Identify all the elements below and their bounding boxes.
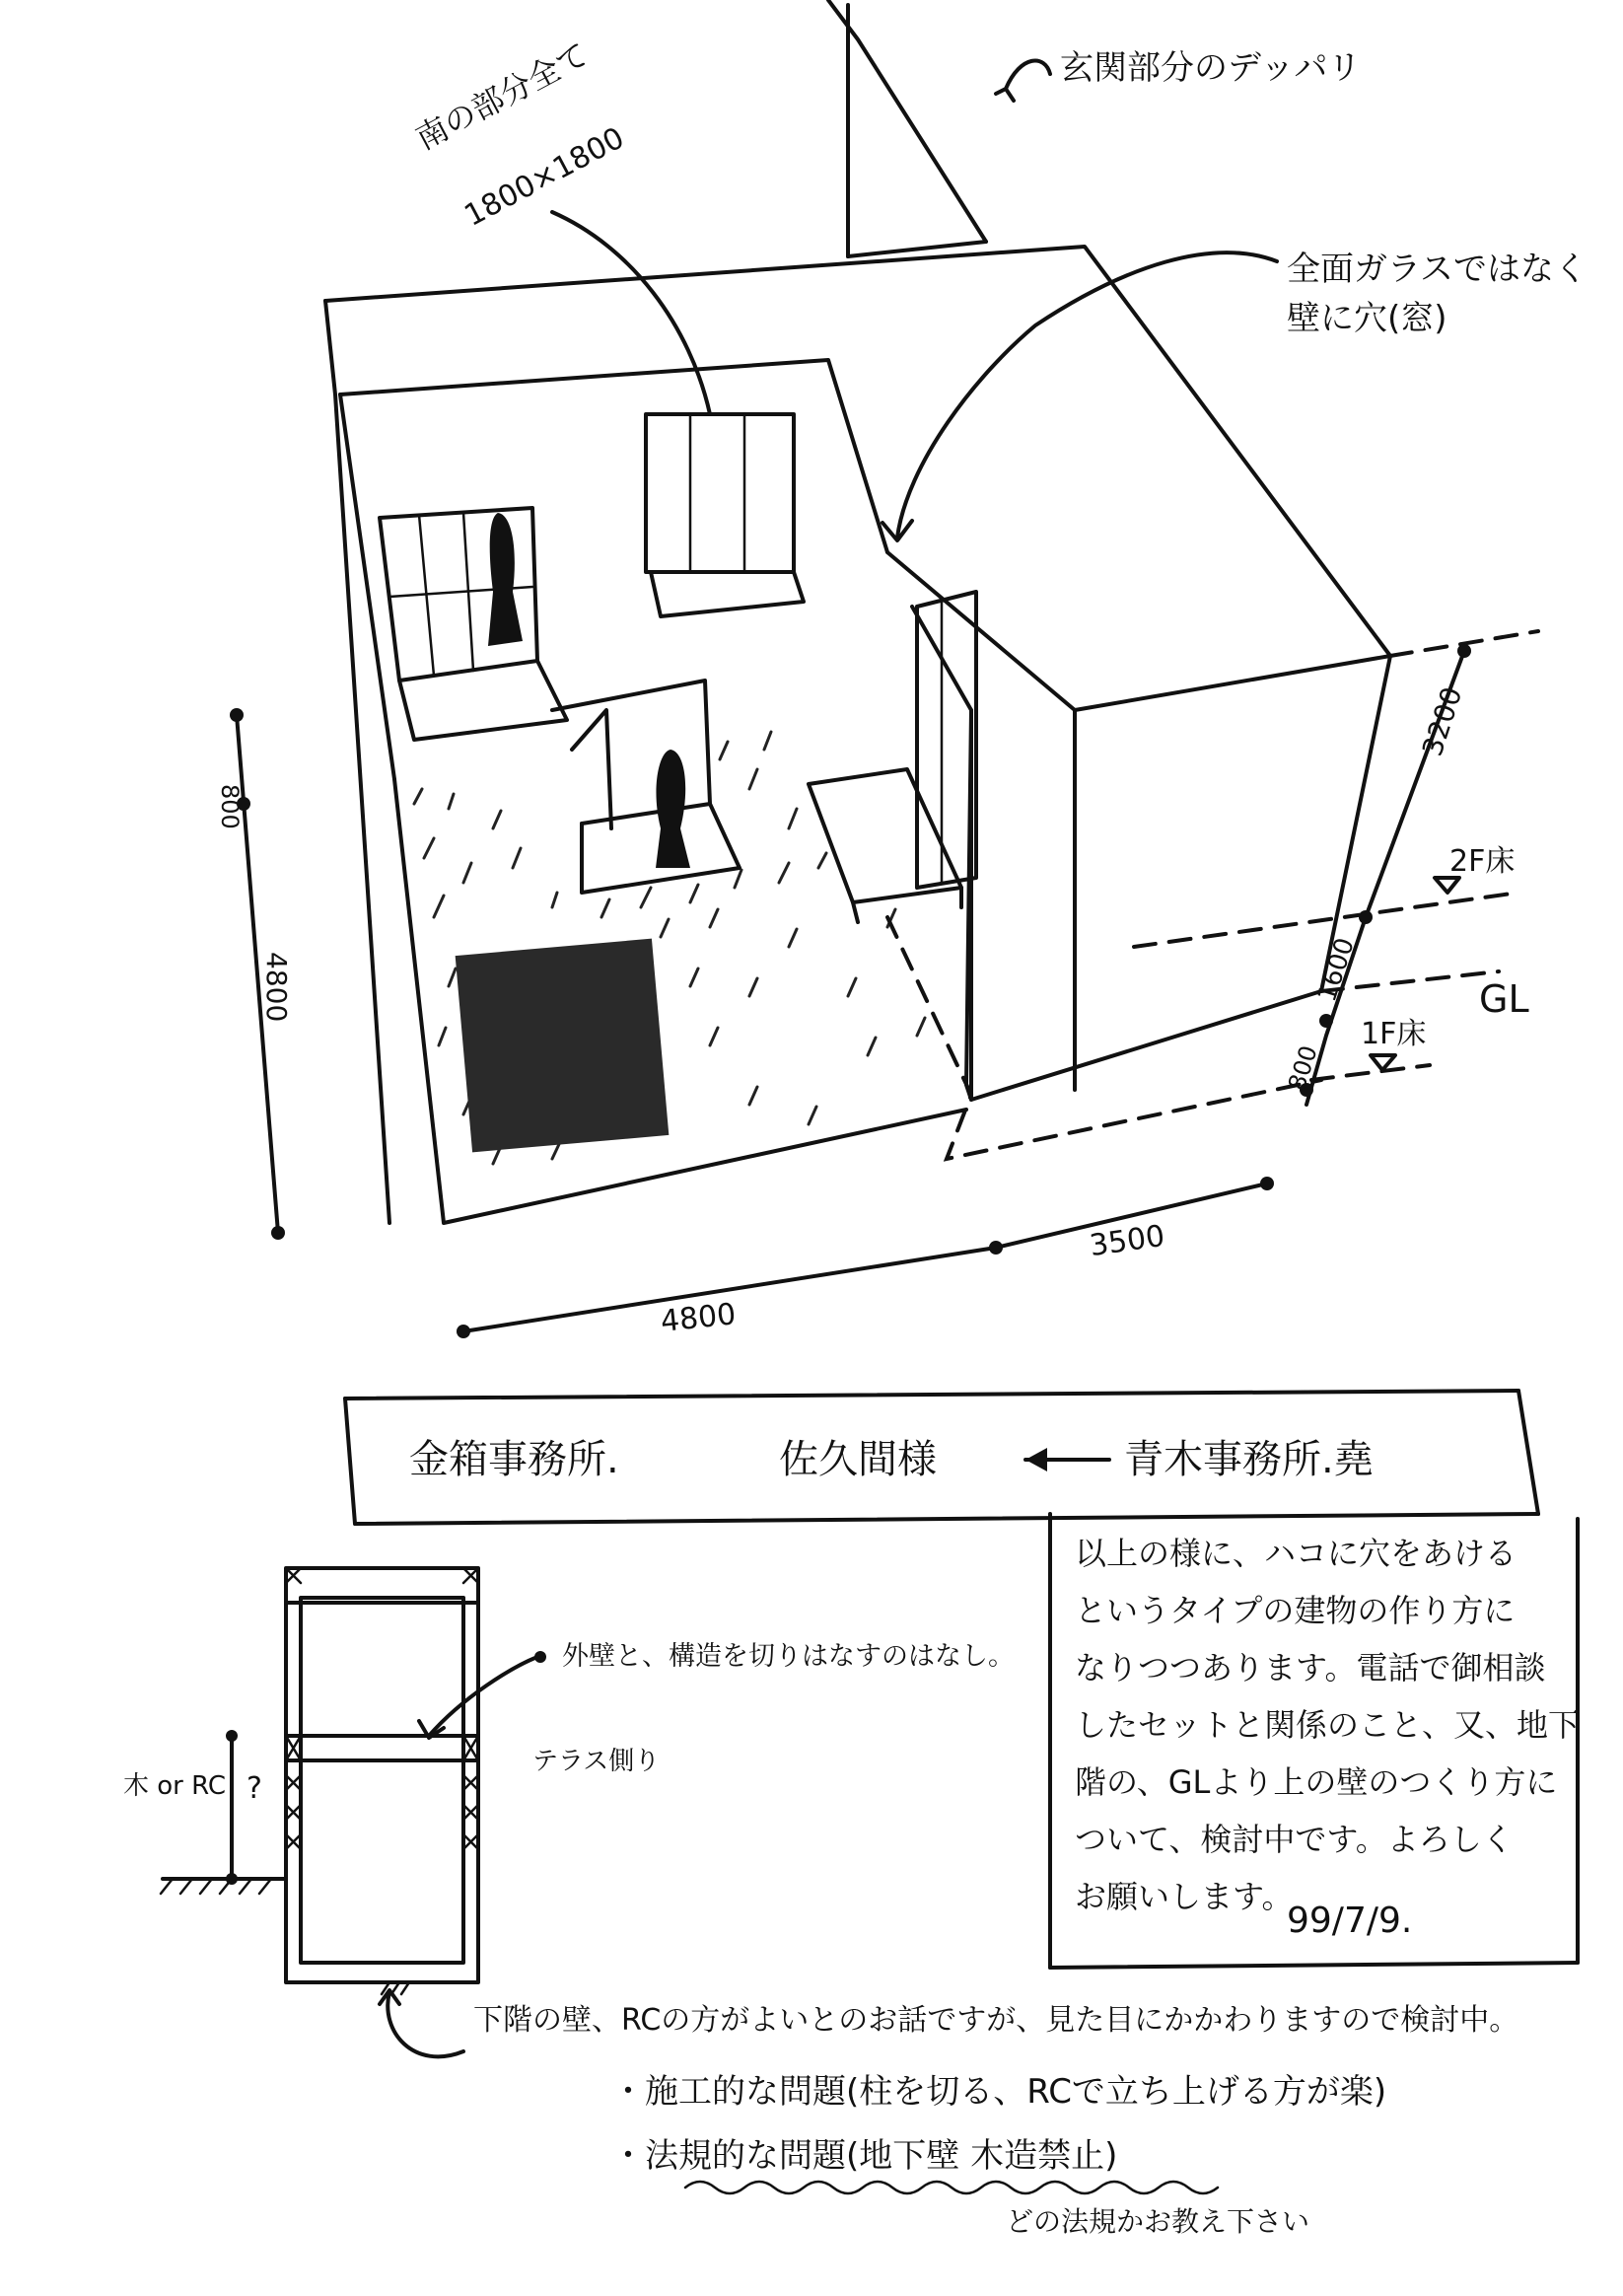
person-figure-window (488, 513, 523, 646)
title-left: 金箱事務所. (409, 1437, 619, 1482)
message-line: したセットと関係のこと、又、地下 (1075, 1706, 1581, 1744)
bottom-note-1: 下階の壁、RCの方がよいとのお話ですが、見た目にかかわりますので検討中。 (473, 2003, 1519, 2038)
entrance-protrusion-label: 玄関部分のデッパリ (1060, 48, 1362, 88)
title-box-bottom (355, 1514, 1538, 1524)
bottom-note-3: ・法規的な問題(地下壁 木造禁止) (611, 2136, 1118, 2176)
floor1-dash (1311, 1065, 1430, 1080)
south-window (646, 414, 794, 572)
basement-dashed-line (887, 917, 1321, 1159)
message-date: 99/7/9. (1287, 1901, 1413, 1941)
tall-window (917, 592, 976, 888)
bottom-note-4: どの法規かお教え下さい (1006, 2205, 1310, 2238)
title-box-left (345, 1399, 355, 1524)
terrace-side-label: テラス側り (532, 1747, 661, 1776)
dim-line-bottom (463, 1184, 1267, 1331)
message-line: 以上の様に、ハコに穴をあける (1075, 1535, 1517, 1572)
outer-wall-note: 外壁と、構造を切りはなすのはなし。 (562, 1641, 1015, 1672)
wall-note-line1: 全面ガラスではなく (1287, 250, 1588, 289)
bottom-note-2: ・施工的な問題(柱を切る、RCで立ち上げる方が楽) (611, 2072, 1387, 2112)
wood-or-rc-label: 木 or RC (123, 1771, 227, 1801)
entrance-protrusion (828, 0, 986, 242)
inner-back-wall (340, 360, 887, 552)
dim-3200: 3200 (1415, 682, 1469, 760)
message-line: なりつつあります。電話で御相談 (1075, 1649, 1546, 1686)
left-window (380, 508, 537, 681)
message-box-bottom (1050, 1963, 1578, 1968)
inner-room (552, 681, 710, 824)
dim-3500: 3500 (1087, 1218, 1167, 1264)
floor-1f-label: 1F床 (1361, 1017, 1427, 1051)
dim-4800-left: 4800 (260, 952, 293, 1023)
wall-note-line2: 壁に穴(窓) (1287, 299, 1447, 338)
title-box-top (345, 1391, 1518, 1399)
dim-1600: 1600 (1311, 934, 1361, 1006)
section-sketch (161, 1568, 546, 2056)
message-box (1075, 1534, 1581, 1934)
dim-4800-bottom: 4800 (659, 1297, 738, 1339)
message-line: 階の、GLより上の壁のつくり方に (1075, 1763, 1558, 1801)
south-opening-size: 1800×1800 (459, 120, 630, 234)
south-opening-label: 南の部分全て (409, 35, 595, 158)
floor2-dash (1134, 893, 1518, 947)
message-line: ついて、検討中です。よろしく (1075, 1821, 1514, 1858)
gl-label: GL (1479, 977, 1529, 1021)
dim-800-left: 800 (216, 784, 244, 829)
1f-marker (1371, 1055, 1395, 1070)
floor-2f-label: 2F床 (1449, 844, 1516, 879)
arrow-south-window (552, 212, 710, 414)
arrow-entrance (1006, 60, 1050, 89)
title-box-right (1518, 1391, 1538, 1514)
dim-800-right: 800 (1282, 1041, 1323, 1094)
wavy-underline (685, 2182, 1218, 2193)
question-mark: ? (247, 1771, 262, 1806)
left-wall-outer (325, 301, 389, 1223)
message-line: お願いします。 (1075, 1878, 1294, 1915)
message-line: というタイプの建物の作り方に (1075, 1592, 1516, 1629)
title-right: 青木事務所.堯 (1124, 1437, 1374, 1482)
arrow-wall (897, 252, 1277, 538)
title-middle: 佐久間様 (779, 1437, 937, 1482)
dark-square-pool (456, 939, 670, 1153)
